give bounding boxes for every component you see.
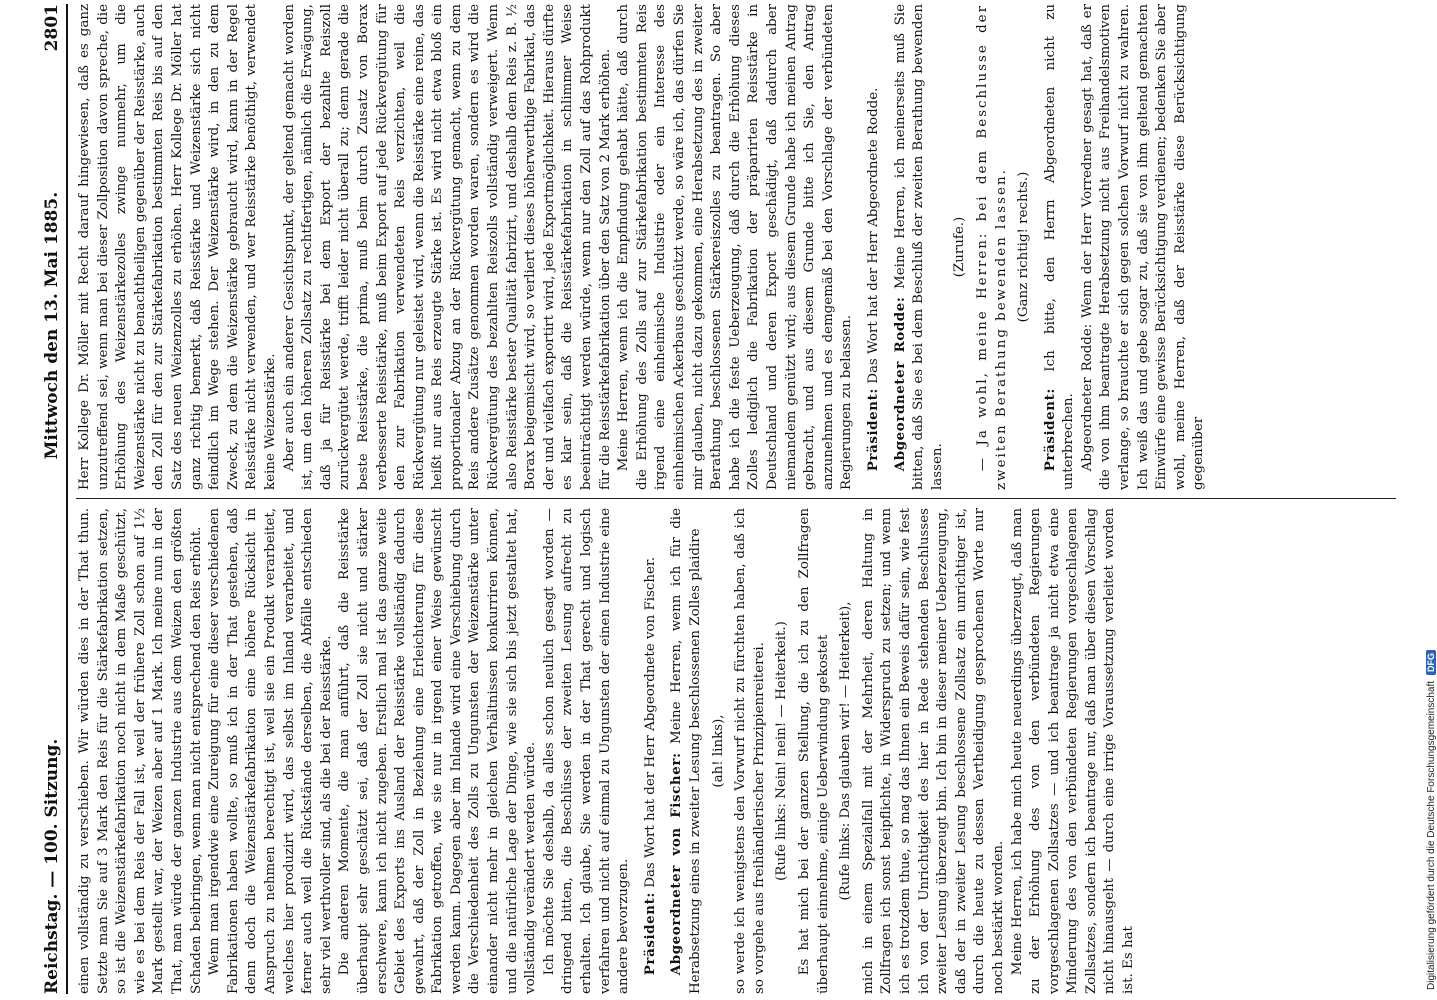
interjection: (Rufe links: Das glauben wir! — Heiterkeit),: [838, 601, 854, 901]
page-number: 2801: [42, 4, 62, 52]
paragraph: einen vollständig zu verschieben. Wir würden dies in der That thun. Setzte man Sie auf 3 Mark den Reis für die Stärkefabrikation setzen, so ist die Weizenstärkefabrikation noch nicht in dem Maße geschützt, wie es bei dem Reis der Fall ist, weil der frühere Zoll schon auf 1½ Mark gestellt war, der Weizen aber auf 1 Mark. Ich meine nun in der That, man würde der ganzen Industrie aus dem Weizen den größten Schaden beibringen, wenn man nicht entsprechend den Reis erhöht.: [77, 508, 204, 994]
paragraph: Meine Herren, ich habe mich heute neuerdings überzeugt, daß man zu der Erhöhung des von den verbündeten Regierungen vorgeschlagenen Zollsatzes — und ich beantrage ja nicht etwa eine Minderung des von den verbündeten Regierungen vorgeschlagenen Zollsatzes, sondern ich beantrage nur, daß man über diesen Vorschlag nicht hinausgeht — durch eine irrige Voraussetzung verleitet worden ist. Es hat: [1009, 508, 1137, 994]
credit-text: Digitalisierung gefördert durch die Deutsche Forschungsgemeinschaft: [1426, 680, 1437, 990]
speaker-label: Präsident:: [1041, 388, 1058, 472]
paragraph: Abgeordneter Rodde: Wenn der Herr Vorredner gesagt hat, daß er die von ihm beantragte Herabsetzung nicht aus Freihandelsmotiven verlange, so brauchte er sich gegen solchen Vorwurf nicht zu wahren. Ich weiß das und gebe sogar zu, daß sie von ihm geltend gemachten Einwürfe eine gewisse Berücksichtigung verdienen; bedenken Sie aber wohl, meine Herren, daß der Reisstärke diese Berücksichtigung gegenüber: [1079, 4, 1207, 490]
speaker-paragraph: [667, 508, 705, 994]
left-column: [76, 508, 1396, 994]
speaker-paragraph: [891, 4, 948, 490]
speaker-paragraph: [1041, 4, 1079, 490]
dfg-logo-icon: DFG: [1426, 650, 1436, 675]
speaker-text: Meine Herren, wenn ich für die Herabsetzung eines in zweiter Lesung beschlossenen Zolles plaidire: [669, 508, 703, 994]
paragraph: Die anderen Momente, die man anführt, daß die Reisstärke überhaupt sehr geschätzt sei, daß der Zoll sie nicht und stärker erschwere, kann ich nicht zugeben. Erstlich mal ist das ganze weite Gebiet des Exports ins Ausland der Reisstärke vollständig dadurch gewahrt, daß der Zoll in Beziehung eine Erleichterung für diese Fabrikation getroffen, wie sie nur in irgend einer Weise gewünscht werden kann. Dagegen aber im Inlande wird eine Verschiebung durch die Verschiedenheit des Zolls zu Ungunsten der Weizenstärke unter einander nicht mehr in gleichen Verhältnissen konkurriren können, und die natürliche Lage der Dinge, wie sie sich bis jetzt gestaltet hat, vollständig verändert werden würde.: [337, 508, 539, 994]
paragraph: mich in einem Spezialfall mit der Mehrheit, deren Haltung in Zollfragen ich sonst beipflichte, in Widerspruch zu setzen; und wenn ich es trotzdem thue, so mag das Ihnen ein Beweis dafür sein, wie fest ich von der Unrichtigkeit des hier in Rede stehenden Beschlusses zweiter Lesung überzeugt bin. Ich bin in dieser meiner Ueberzeugung, daß der in zweiter Lesung beschlossene Zollsatz ein unrichtiger ist, durch die heute zu dessen Vertheidigung gesprochenen Worte nur noch bestärkt worden.: [860, 508, 1006, 994]
speaker-text: Meine Herren, ich meinerseits muß Sie bitten, daß Sie es bei dem Beschluß der zweiten Berathung bewenden lassen.: [892, 4, 945, 490]
speaker-label: Abgeordneter von Fischer:: [668, 752, 685, 976]
emphasis-paragraph: — Ja wohl, meine Herren: bei dem Beschlusse der zweiten Berathung bewenden lassen.: [974, 4, 1009, 490]
speaker-label: Abgeordneter Rodde:: [891, 296, 908, 472]
text-columns: [76, 4, 1396, 994]
speaker-text: Das Wort hat der Herr Abgeordnete von Fischer.: [642, 556, 658, 888]
newspaper-page: [28, 4, 1408, 994]
paragraph: Ich möchte Sie deshalb, da alles schon neulich gesagt worden — dringend bitten, die Beschlüsse der zweiten Lesung aufrecht zu erhalten. Ich glaube, Sie werden in der That gerecht und logisch verfahren und nicht auf einmal zu Ungunsten der einen Industrie eine andere bevorzugen.: [541, 508, 632, 994]
speaker-text: Das Wort hat der Herr Abgeordnete Rodde.: [865, 87, 881, 384]
paragraph: so werde ich wenigstens den Vorwurf nicht zu fürchten haben, daß ich so vorgehe aus freihändlerischer Prinzipienreiterei.: [733, 508, 767, 994]
speaker-paragraph: [864, 4, 884, 490]
paragraph: Meine Herren, wenn ich die Empfindung gehabt hätte, daß durch die Erhöhung des Zolls auf zur Stärkefabrikation bestimmten Reis irgend eine einheimische Industrie oder ein Interesse des einheimischen Ackerbaus geschützt werde, so wäre ich, das dürfen Sie mir glauben, nicht dazu gekommen, eine Herabsetzung des in zweiter Berathung beschlossenen Stärkereiszolles zu beantragen. So aber habe ich die feste Ueberzeugung, daß durch die Erhöhung dieses Zolles lediglich die Fabrikation der präparirten Reisstärke in Deutschland und deren Export geschädigt, daß dadurch aber niemandem genützt wird; aus diesem Grunde habe ich meinen Antrag gebracht, und aus diesem Grunde bitte ich Sie, den Antrag anzunehmen und es demgemäß bei den Vorschlage der verbündeten Regierungen zu belassen.: [616, 4, 855, 490]
credit-sidebar: [1400, 0, 1437, 1000]
running-head-right: Mittwoch den 13. Mai 1885.: [42, 191, 62, 460]
column-divider: [76, 499, 1396, 500]
interjection: (Ganz richtig! rechts.): [1016, 171, 1032, 323]
right-column: [76, 4, 1396, 490]
speaker-label: Präsident:: [864, 388, 881, 472]
interjection: (Rufe links: Nein! nein! — Heiterkeit.): [774, 621, 790, 881]
speaker-label: Präsident:: [641, 892, 658, 976]
speaker-paragraph: [641, 508, 661, 994]
page-header: [28, 4, 68, 994]
running-head-left: Reichstag. — 100. Sitzung.: [42, 738, 62, 994]
paragraph: Aber auch ein anderer Gesichtspunkt, der geltend gemacht worden ist, um den höheren Zollsatz zu rechtfertigen, nämlich die Erwägung, daß ja für Reisstärke bei dem Export der bezahlte Reiszoll zurückvergütet werde, trifft leider nicht überall zu; denn gerade die beste Reisstärke, die prima, muß beim durch Zusatz von Borax verbesserte Reisstärke, muß beim Export auf jede Rückvergütung für den zur Fabrikation verwendeten Reis verzichten, weil die Rückvergütung nur geleistet wird, wenn die Reisstärke eine reine, das heißt nur aus Reis erzeugte Stärke ist. Es wird nicht etwa bloß ein proportionaler Abzug an der Rückvergütung gemacht, wenn zu dem Reis andere Zusätze genommen worden waren, sondern es wird die Rückvergütung des bezahlten Reiszolls vollständig verweigert. Wenn also Reisstärke bester Qualität fabrizirt, und deshalb dem Reis z. B. ½ Borax beigemischt wird, so verliert dieses höherwerthige Fabrikat, das der und vielfach exportirt wird, jede Exportmöglichkeit. Hieraus dürfte es klar sein, daß die Reisstärkefabrikation in schlimmer Weise beeinträchtigt werden würde, wenn nur den Zoll auf das Rohprodukt für die Reisstärkefabrikation über den Satz von 2 Mark erhöhen.: [281, 4, 613, 490]
interjection: (ah! links),: [710, 714, 726, 788]
interjection: (Zurufe.): [952, 216, 968, 278]
paragraph: Wenn man irgendwie eine Zureigung für eine dieser verschiedenen Fabrikationen haben wollte, so muß ich in der That gestehen, daß denn doch die Weizenstärkefabrikation eine höhere Rücksicht in Anspruch zu nehmen berechtigt ist, weil sie ein Produkt verarbeitet, welches hier produzirt wird, das selbst im Inland verarbeitet, und ferner auch weil die Rückstände derselben, die Abfälle entschieden sehr viel werthvoller sind, als die bei der Reisstärke.: [207, 508, 334, 994]
paragraph: Es hat mich bei der ganzen Stellung, die ich zu den Zollfragen überhaupt einnehme, einige Ueberwindung gekostet: [796, 508, 831, 994]
credit-line: [1426, 650, 1437, 990]
speaker-text: Ich bitte, den Herrn Abgeordneten nicht zu unterbrechen.: [1042, 4, 1077, 490]
paragraph: Herr Kollege Dr. Möller mit Recht darauf hingewiesen, daß es ganz unzutreffend sei, wenn man bei dieser Zollposition davon spreche, die Erhöhung des Weizenstärkezolles zwinge nunmehr, um die Weizenstärke nicht zu benachtheiligen gegenüber der Reisstärke, auch den Zoll für den zur Stärkefabrikation bestimmten Reis bis auf den Satz des neuen Weizenzolles zu erhöhen. Herr Kollege Dr. Möller hat ganz richtig bemerkt, daß Reisstärke und Weizenstärke sich nicht feindlich im Wege stehen. Der Weizenstärke wird, in den zu dem Zweck, zu dem die Weizenstärke gebraucht wird, kann in der Regel Reisstärke nicht verwenden, und wer Reisstärke benöthigt, verwendet keine Weizenstärke.: [77, 4, 278, 490]
